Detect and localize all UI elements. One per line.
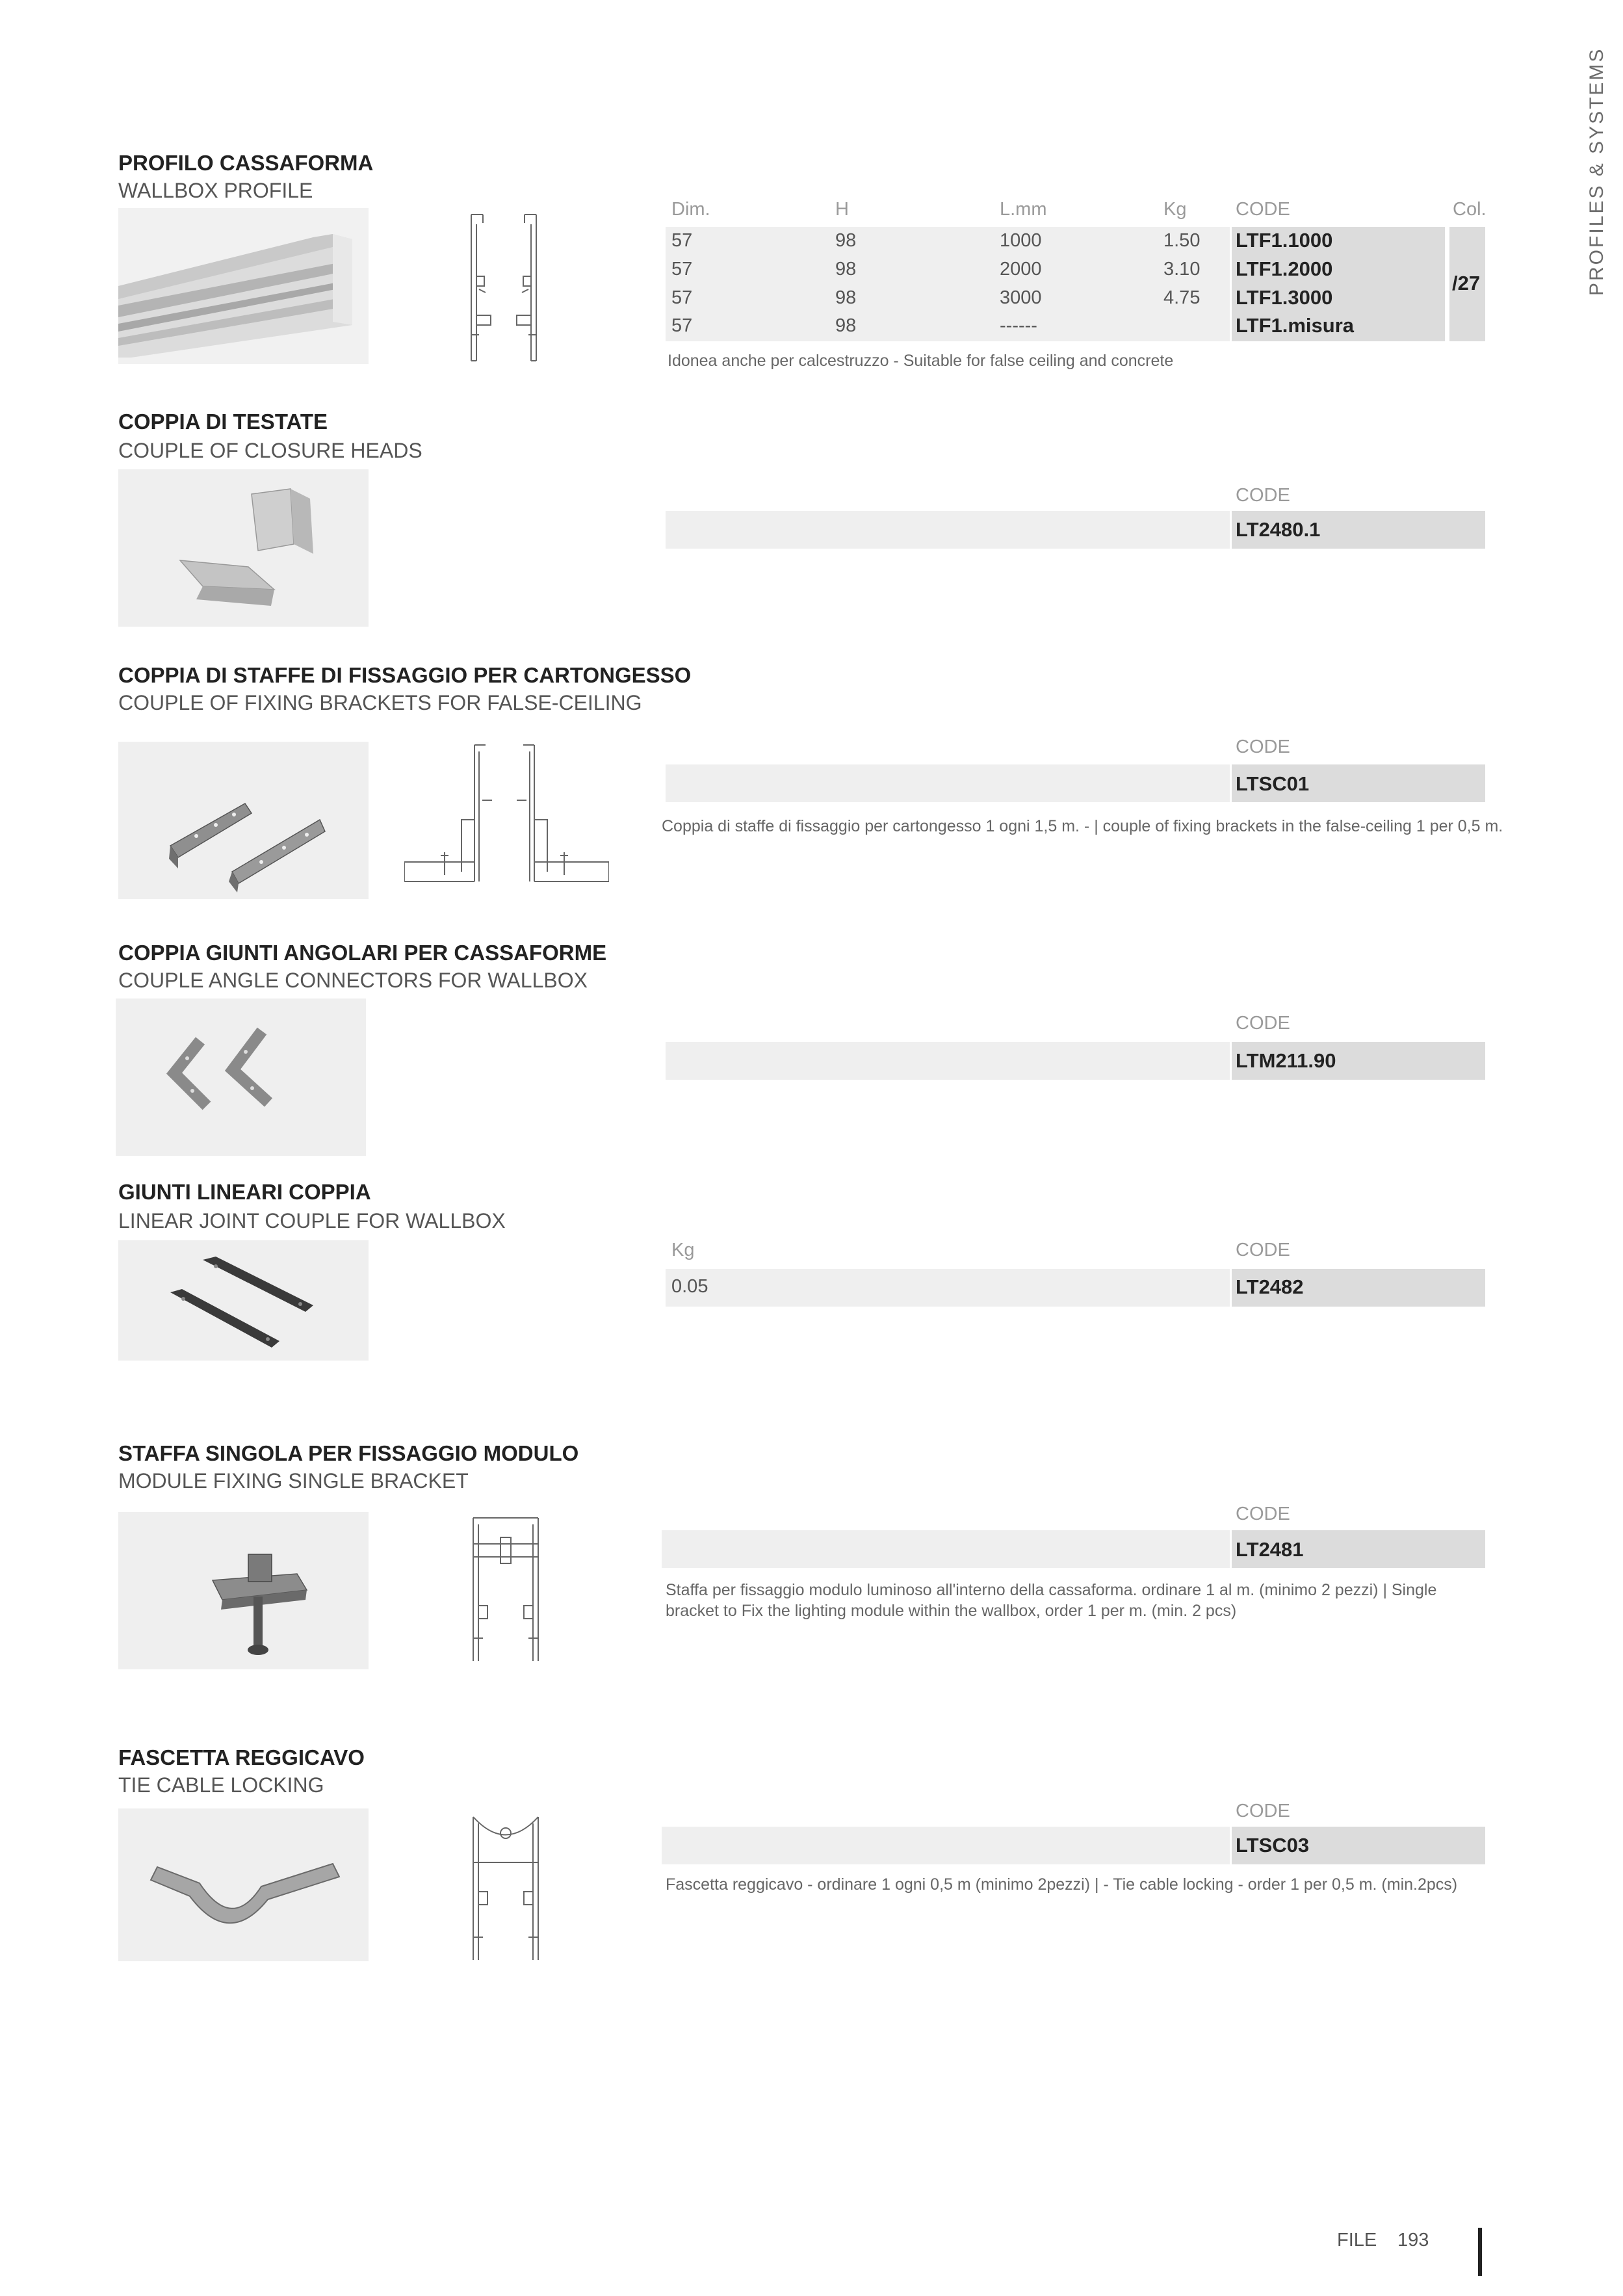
linear-joint-title: GIUNTI LINEARI COPPIA [118,1180,371,1204]
closure-heads-band [666,511,1230,549]
page-number: 193 [1397,2230,1429,2250]
fixing-brackets-drawing [404,742,609,888]
row-code: LTF1.2000 [1236,257,1333,280]
footer-divider [1478,2228,1482,2276]
tie-cable-code: LTSC03 [1236,1834,1310,1857]
linear-joint-code: LT2482 [1236,1275,1304,1298]
row-length: 3000 [1000,287,1042,308]
fixing-brackets-title: COPPIA DI STAFFE DI FISSAGGIO PER CARTONGESSO [118,663,692,687]
linear-joint-band [666,1269,1230,1307]
row-h: 98 [835,315,857,336]
row-code: LTF1.1000 [1236,229,1333,252]
wallbox-profile-photo [118,208,369,364]
tie-cable-title: FASCETTA REGGICAVO [118,1745,365,1769]
tie-cable-photo [118,1808,369,1961]
row-kg: 1.50 [1163,230,1201,251]
angle-connectors-band [666,1042,1230,1080]
col-header-code: CODE [1236,199,1290,220]
row-code: LTF1.misura [1236,314,1355,337]
angle-connectors-code-header: CODE [1236,1013,1290,1034]
single-bracket-title: STAFFA SINGOLA PER FISSAGGIO MODULO [118,1441,579,1465]
color-value: /27 [1452,272,1481,294]
linear-joint-kg: 0.05 [671,1276,708,1297]
closure-heads-code-header: CODE [1236,485,1290,506]
row-length: 2000 [1000,259,1042,280]
row-length: ------ [1000,315,1037,336]
footer-label: FILE [1337,2230,1377,2250]
tie-cable-code-header: CODE [1236,1801,1290,1821]
wallbox-section-drawing [465,211,543,364]
angle-connectors-title: COPPIA GIUNTI ANGOLARI PER CASSAFORME [118,941,607,965]
wallbox-title: PROFILO CASSAFORMA [118,151,374,175]
row-kg: 3.10 [1163,259,1201,280]
single-bracket-photo [118,1512,369,1669]
closure-heads-photo [118,469,369,627]
fixing-brackets-note: Coppia di staffe di fissaggio per cartongesso 1 ogni 1,5 m. - | couple of fixing brackets in the false-ceiling 1 per 0,5 m. [662,817,1503,835]
wallbox-note: Idonea anche per calcestruzzo - Suitable for false ceiling and concrete [668,352,1174,370]
linear-joint-kg-header: Kg [671,1240,695,1260]
single-bracket-subtitle: MODULE FIXING SINGLE BRACKET [118,1469,469,1493]
wallbox-rows-band [666,227,1230,341]
fixing-brackets-code-header: CODE [1236,737,1290,757]
linear-joint-subtitle: LINEAR JOINT COUPLE FOR WALLBOX [118,1209,506,1233]
angle-connectors-code: LTM211.90 [1236,1049,1336,1072]
single-bracket-band [662,1530,1230,1568]
row-h: 98 [835,259,857,280]
tie-cable-note: Fascetta reggicavo - ordinare 1 ogni 0,5 m (minimo 2pezzi) | - Tie cable locking - order 1 per 0,5 m. (min.2pcs) [666,1875,1458,1894]
single-bracket-drawing [467,1515,545,1664]
fixing-brackets-band [666,764,1230,802]
col-header-kg: Kg [1163,199,1187,220]
col-header-h: H [835,199,849,220]
closure-heads-title: COPPIA DI TESTATE [118,410,328,434]
row-code: LTF1.3000 [1236,286,1333,309]
row-dim: 57 [671,287,693,308]
linear-joint-code-header: CODE [1236,1240,1290,1260]
closure-heads-code: LT2480.1 [1236,518,1321,541]
col-header-length: L.mm [1000,199,1047,220]
tie-cable-drawing [467,1814,545,1963]
row-h: 98 [835,287,857,308]
col-header-dim: Dim. [671,199,710,220]
row-kg: 4.75 [1163,287,1201,308]
fixing-brackets-code: LTSC01 [1236,772,1310,795]
linear-joint-photo [118,1240,369,1361]
closure-heads-subtitle: COUPLE OF CLOSURE HEADS [118,439,422,462]
tie-cable-band [662,1827,1230,1864]
side-section-label: PROFILES & SYSTEMS [1586,47,1607,296]
row-length: 1000 [1000,230,1042,251]
fixing-brackets-subtitle: COUPLE OF FIXING BRACKETS FOR FALSE-CEILING [118,691,642,714]
col-header-color: Col. [1453,199,1487,220]
row-dim: 57 [671,230,693,251]
single-bracket-note: Staffa per fissaggio modulo luminoso all'interno della cassaforma. ordinare 1 al m. (minimo 2 pezzi) | Single bracket to Fix the lighting module within the wallbox, order 1 per m. (min. 2 pcs) [666,1581,1437,1620]
row-dim: 57 [671,259,693,280]
angle-connectors-photo [116,998,366,1156]
row-h: 98 [835,230,857,251]
single-bracket-code: LT2481 [1236,1538,1304,1561]
fixing-brackets-photo [118,742,369,899]
wallbox-subtitle: WALLBOX PROFILE [118,179,313,202]
row-dim: 57 [671,315,693,336]
single-bracket-code-header: CODE [1236,1504,1290,1524]
angle-connectors-subtitle: COUPLE ANGLE CONNECTORS FOR WALLBOX [118,969,588,992]
tie-cable-subtitle: TIE CABLE LOCKING [118,1773,324,1797]
